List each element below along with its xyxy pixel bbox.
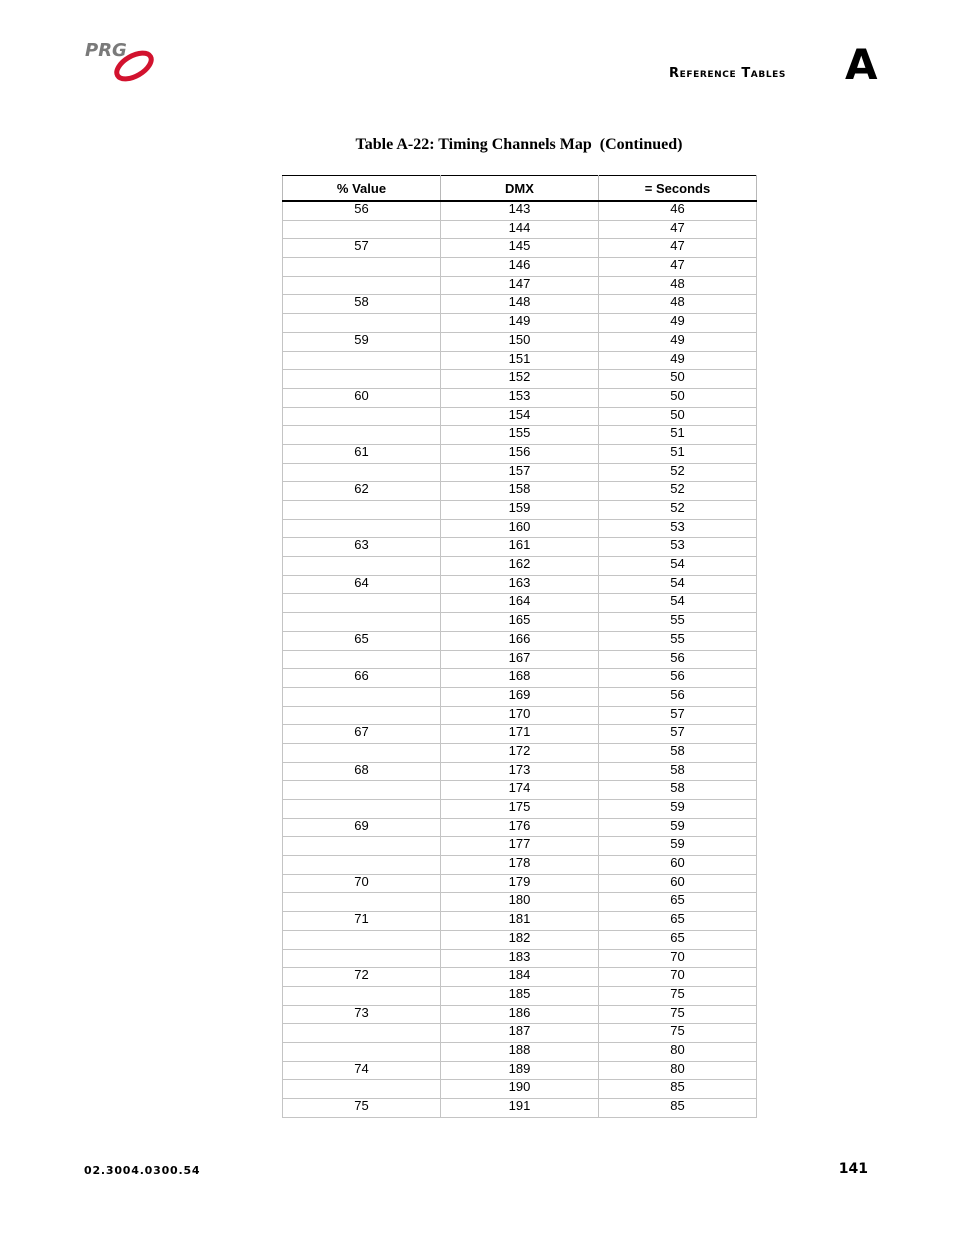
seconds-cell: 70: [599, 949, 757, 968]
table-row: [283, 370, 757, 389]
table-row: [283, 650, 757, 669]
percent-value-cell: 56: [283, 201, 441, 220]
seconds-cell: 51: [599, 444, 757, 463]
dmx-cell: 172: [441, 743, 599, 762]
dmx-cell: 166: [441, 631, 599, 650]
seconds-cell: 50: [599, 370, 757, 389]
dmx-cell: 150: [441, 332, 599, 351]
seconds-cell: 54: [599, 557, 757, 576]
dmx-cell: 155: [441, 426, 599, 445]
table-row: [283, 613, 757, 632]
table-row: [283, 444, 757, 463]
table-row: [283, 856, 757, 875]
seconds-cell: 80: [599, 1042, 757, 1061]
percent-value-cell: 71: [283, 912, 441, 931]
seconds-cell: 48: [599, 276, 757, 295]
percent-value-cell: 58: [283, 295, 441, 314]
column-header-percent-value: % Value: [283, 176, 441, 202]
seconds-cell: 49: [599, 314, 757, 333]
table-row: [283, 1099, 757, 1118]
prg-logo: [84, 38, 160, 84]
dmx-cell: 161: [441, 538, 599, 557]
table-row: [283, 314, 757, 333]
column-header-dmx: DMX: [441, 176, 599, 202]
seconds-cell: 75: [599, 986, 757, 1005]
percent-value-cell: [283, 594, 441, 613]
table-header-row: [283, 176, 757, 202]
table-row: [283, 893, 757, 912]
dmx-cell: 176: [441, 818, 599, 837]
percent-value-cell: [283, 930, 441, 949]
percent-value-cell: [283, 706, 441, 725]
dmx-cell: 145: [441, 239, 599, 258]
dmx-cell: 174: [441, 781, 599, 800]
percent-value-cell: [283, 949, 441, 968]
percent-value-cell: [283, 314, 441, 333]
seconds-cell: 54: [599, 575, 757, 594]
percent-value-cell: [283, 743, 441, 762]
percent-value-cell: [283, 370, 441, 389]
table-row: [283, 800, 757, 819]
percent-value-cell: [283, 426, 441, 445]
percent-value-cell: [283, 986, 441, 1005]
dmx-cell: 177: [441, 837, 599, 856]
percent-value-cell: 74: [283, 1061, 441, 1080]
seconds-cell: 60: [599, 856, 757, 875]
dmx-cell: 148: [441, 295, 599, 314]
dmx-cell: 190: [441, 1080, 599, 1099]
percent-value-cell: 66: [283, 669, 441, 688]
dmx-cell: 189: [441, 1061, 599, 1080]
percent-value-cell: 64: [283, 575, 441, 594]
dmx-cell: 157: [441, 463, 599, 482]
seconds-cell: 49: [599, 351, 757, 370]
seconds-cell: 59: [599, 818, 757, 837]
percent-value-cell: 68: [283, 762, 441, 781]
table-row: [283, 1024, 757, 1043]
percent-value-cell: 63: [283, 538, 441, 557]
table-row: [283, 669, 757, 688]
table-row: [283, 687, 757, 706]
table-row: [283, 725, 757, 744]
seconds-cell: 58: [599, 743, 757, 762]
seconds-cell: 80: [599, 1061, 757, 1080]
seconds-cell: 47: [599, 239, 757, 258]
dmx-cell: 146: [441, 258, 599, 277]
page-number: 141: [838, 1161, 868, 1177]
percent-value-cell: [283, 351, 441, 370]
table-row: [283, 837, 757, 856]
dmx-cell: 151: [441, 351, 599, 370]
percent-value-cell: [283, 837, 441, 856]
percent-value-cell: [283, 519, 441, 538]
dmx-cell: 162: [441, 557, 599, 576]
percent-value-cell: [283, 501, 441, 520]
dmx-cell: 143: [441, 201, 599, 220]
table-body: [283, 201, 757, 1117]
dmx-cell: 152: [441, 370, 599, 389]
percent-value-cell: 57: [283, 239, 441, 258]
seconds-cell: 85: [599, 1099, 757, 1118]
document-number: 02.3004.0300.54: [84, 1164, 201, 1177]
table-row: [283, 501, 757, 520]
table-row: [283, 968, 757, 987]
percent-value-cell: [283, 1080, 441, 1099]
percent-value-cell: 60: [283, 388, 441, 407]
dmx-cell: 160: [441, 519, 599, 538]
percent-value-cell: 75: [283, 1099, 441, 1118]
percent-value-cell: [283, 407, 441, 426]
percent-value-cell: [283, 856, 441, 875]
table-row: [283, 594, 757, 613]
percent-value-cell: [283, 650, 441, 669]
percent-value-cell: 72: [283, 968, 441, 987]
table-row: [283, 874, 757, 893]
dmx-cell: 168: [441, 669, 599, 688]
table-row: [283, 220, 757, 239]
seconds-cell: 85: [599, 1080, 757, 1099]
seconds-cell: 57: [599, 706, 757, 725]
table-row: [283, 388, 757, 407]
seconds-cell: 65: [599, 893, 757, 912]
seconds-cell: 54: [599, 594, 757, 613]
dmx-cell: 178: [441, 856, 599, 875]
percent-value-cell: [283, 893, 441, 912]
seconds-cell: 59: [599, 800, 757, 819]
table-row: [283, 1061, 757, 1080]
dmx-cell: 165: [441, 613, 599, 632]
percent-value-cell: [283, 613, 441, 632]
dmx-cell: 183: [441, 949, 599, 968]
dmx-cell: 188: [441, 1042, 599, 1061]
percent-value-cell: 67: [283, 725, 441, 744]
seconds-cell: 56: [599, 687, 757, 706]
dmx-cell: 159: [441, 501, 599, 520]
table-row: [283, 949, 757, 968]
dmx-cell: 180: [441, 893, 599, 912]
table-row: [283, 781, 757, 800]
dmx-cell: 163: [441, 575, 599, 594]
percent-value-cell: 70: [283, 874, 441, 893]
table-row: [283, 295, 757, 314]
seconds-cell: 53: [599, 538, 757, 557]
table-row: [283, 912, 757, 931]
chapter-letter: A: [845, 40, 878, 89]
seconds-cell: 47: [599, 258, 757, 277]
timing-channels-table: [282, 175, 757, 1118]
seconds-cell: 52: [599, 482, 757, 501]
dmx-cell: 158: [441, 482, 599, 501]
percent-value-cell: [283, 276, 441, 295]
table-row: [283, 762, 757, 781]
dmx-cell: 191: [441, 1099, 599, 1118]
seconds-cell: 49: [599, 332, 757, 351]
seconds-cell: 47: [599, 220, 757, 239]
dmx-cell: 179: [441, 874, 599, 893]
table-row: [283, 538, 757, 557]
table-row: [283, 482, 757, 501]
table-row: [283, 258, 757, 277]
dmx-cell: 170: [441, 706, 599, 725]
seconds-cell: 51: [599, 426, 757, 445]
dmx-cell: 167: [441, 650, 599, 669]
seconds-cell: 53: [599, 519, 757, 538]
seconds-cell: 75: [599, 1024, 757, 1043]
seconds-cell: 65: [599, 912, 757, 931]
table-row: [283, 575, 757, 594]
dmx-cell: 153: [441, 388, 599, 407]
seconds-cell: 70: [599, 968, 757, 987]
seconds-cell: 58: [599, 781, 757, 800]
dmx-cell: 182: [441, 930, 599, 949]
percent-value-cell: [283, 1042, 441, 1061]
seconds-cell: 56: [599, 650, 757, 669]
table-row: [283, 519, 757, 538]
table-row: [283, 557, 757, 576]
table-row: [283, 463, 757, 482]
table-row: [283, 1042, 757, 1061]
prg-logo-text: PRG: [85, 40, 127, 61]
table-row: [283, 743, 757, 762]
seconds-cell: 46: [599, 201, 757, 220]
dmx-cell: 173: [441, 762, 599, 781]
table-row: [283, 201, 757, 220]
percent-value-cell: [283, 687, 441, 706]
seconds-cell: 48: [599, 295, 757, 314]
table-row: [283, 631, 757, 650]
table-row: [283, 426, 757, 445]
column-header-seconds: = Seconds: [599, 176, 757, 202]
percent-value-cell: 59: [283, 332, 441, 351]
table-row: [283, 351, 757, 370]
seconds-cell: 57: [599, 725, 757, 744]
seconds-cell: 75: [599, 1005, 757, 1024]
dmx-cell: 147: [441, 276, 599, 295]
dmx-cell: 164: [441, 594, 599, 613]
table-row: [283, 332, 757, 351]
percent-value-cell: [283, 557, 441, 576]
seconds-cell: 59: [599, 837, 757, 856]
percent-value-cell: 69: [283, 818, 441, 837]
table-row: [283, 706, 757, 725]
table-row: [283, 1080, 757, 1099]
dmx-cell: 184: [441, 968, 599, 987]
percent-value-cell: [283, 463, 441, 482]
percent-value-cell: 62: [283, 482, 441, 501]
percent-value-cell: [283, 781, 441, 800]
table-row: [283, 239, 757, 258]
dmx-cell: 186: [441, 1005, 599, 1024]
table-row: [283, 407, 757, 426]
table-row: [283, 930, 757, 949]
seconds-cell: 52: [599, 463, 757, 482]
section-title: Reference Tables: [669, 66, 787, 81]
dmx-cell: 149: [441, 314, 599, 333]
seconds-cell: 55: [599, 613, 757, 632]
percent-value-cell: [283, 220, 441, 239]
seconds-cell: 52: [599, 501, 757, 520]
dmx-cell: 156: [441, 444, 599, 463]
table-row: [283, 986, 757, 1005]
table-row: [283, 276, 757, 295]
seconds-cell: 65: [599, 930, 757, 949]
dmx-cell: 171: [441, 725, 599, 744]
seconds-cell: 50: [599, 388, 757, 407]
seconds-cell: 50: [599, 407, 757, 426]
dmx-cell: 144: [441, 220, 599, 239]
seconds-cell: 60: [599, 874, 757, 893]
dmx-cell: 169: [441, 687, 599, 706]
seconds-cell: 58: [599, 762, 757, 781]
percent-value-cell: [283, 800, 441, 819]
seconds-cell: 56: [599, 669, 757, 688]
percent-value-cell: [283, 1024, 441, 1043]
percent-value-cell: 73: [283, 1005, 441, 1024]
table-row: [283, 818, 757, 837]
percent-value-cell: [283, 258, 441, 277]
dmx-cell: 175: [441, 800, 599, 819]
dmx-cell: 185: [441, 986, 599, 1005]
percent-value-cell: 65: [283, 631, 441, 650]
table-caption: Table A-22: Timing Channels Map (Continued): [355, 136, 683, 153]
table-row: [283, 1005, 757, 1024]
dmx-cell: 154: [441, 407, 599, 426]
percent-value-cell: 61: [283, 444, 441, 463]
dmx-cell: 187: [441, 1024, 599, 1043]
dmx-cell: 181: [441, 912, 599, 931]
seconds-cell: 55: [599, 631, 757, 650]
